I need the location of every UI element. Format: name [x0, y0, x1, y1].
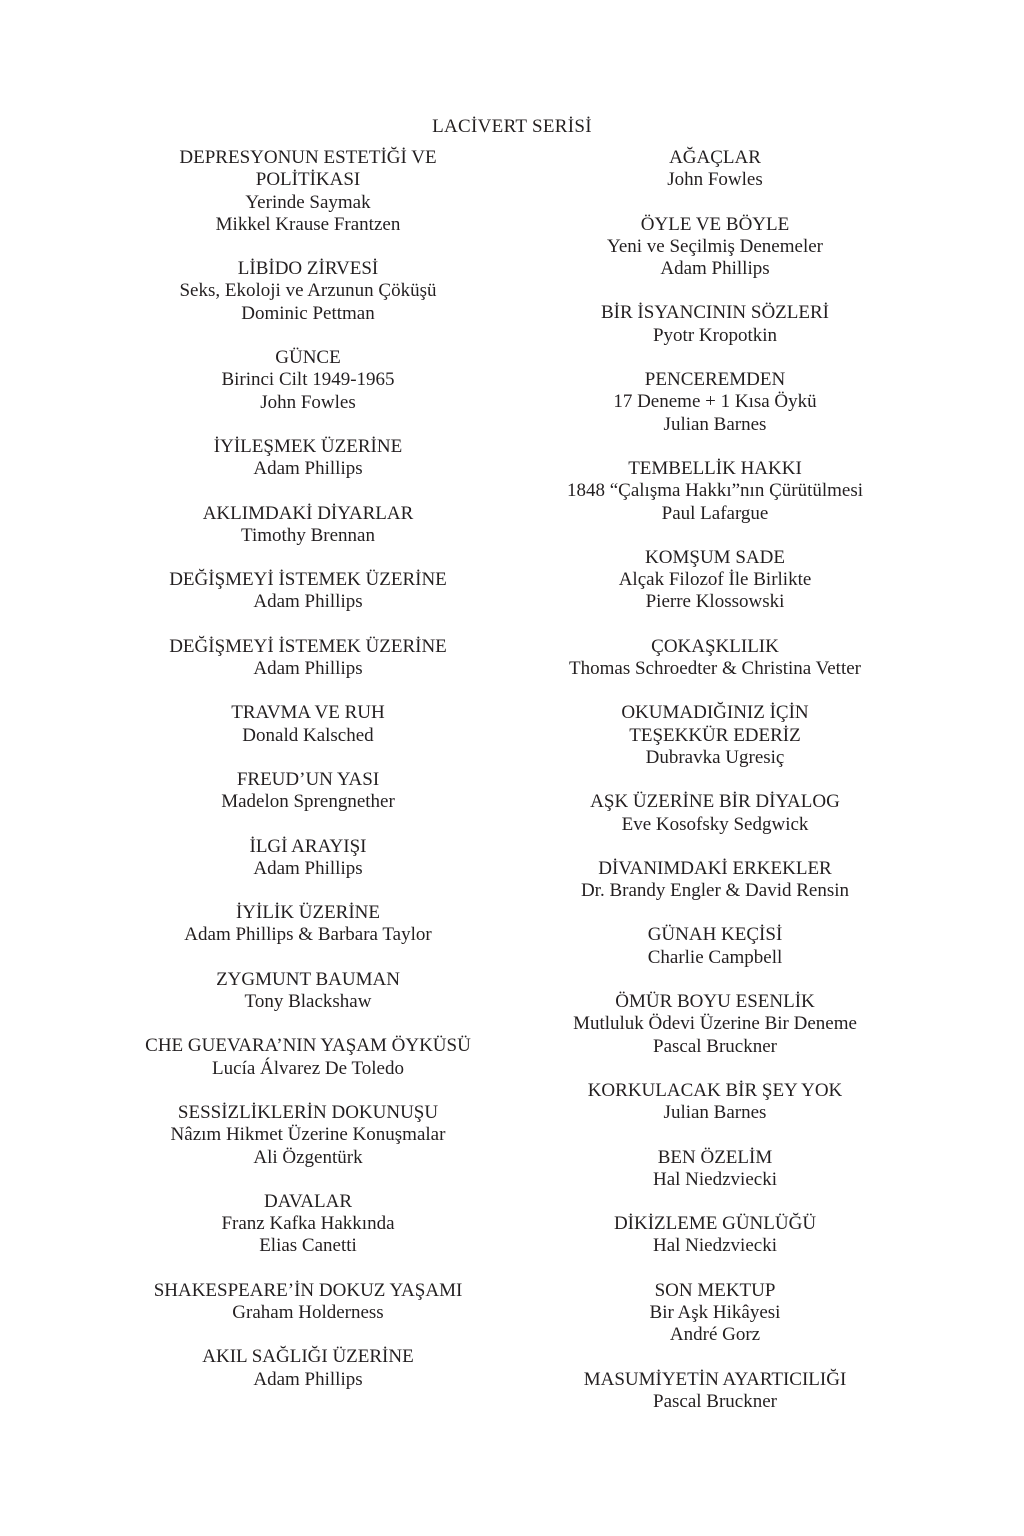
- book-entry-line: Dr. Brandy Engler & David Rensin: [580, 880, 850, 902]
- book-entry-line: Pyotr Kropotkin: [652, 324, 778, 346]
- book-entry-line: İYİLİK ÜZERİNE: [235, 902, 381, 924]
- book-entry: [108, 702, 508, 747]
- book-entry: [515, 858, 915, 903]
- book-entry: [515, 991, 915, 1058]
- book-entry-line: OKUMADIĞINIZ İÇİN: [621, 702, 809, 724]
- book-entry-line: GÜNAH KEÇİSİ: [647, 924, 783, 946]
- book-entry: [515, 791, 915, 836]
- book-entry-line: MASUMİYETİN AYARTICILIĞI: [583, 1368, 847, 1390]
- book-entry-line: DEĞİŞMEYİ İSTEMEK ÜZERİNE: [169, 569, 447, 591]
- book-entry-line: AŞK ÜZERİNE BİR DİYALOG: [590, 791, 840, 813]
- book-entry-line: KORKULACAK BİR ŞEY YOK: [587, 1079, 843, 1101]
- book-entry-line: Graham Holderness: [232, 1301, 384, 1323]
- book-entry-line: BEN ÖZELİM: [657, 1146, 773, 1168]
- book-entry-line: PENCEREMDEN: [644, 369, 786, 391]
- book-entry-line: SHAKESPEARE’İN DOKUZ YAŞAMI: [153, 1279, 463, 1301]
- book-entry-line: André Gorz: [669, 1324, 761, 1346]
- book-entry: [108, 636, 508, 681]
- book-entry-line: GÜNCE: [275, 347, 341, 369]
- book-entry-line: KOMŞUM SADE: [645, 546, 785, 568]
- book-entry: [108, 1280, 508, 1325]
- book-entry-line: Julian Barnes: [663, 413, 767, 435]
- book-entry-line: Dubravka Ugresiç: [645, 746, 785, 768]
- book-entry-line: Pascal Bruckner: [653, 1035, 777, 1057]
- book-entry-line: ÇOKAŞKLILIK: [651, 635, 779, 657]
- book-entry-line: Donald Kalsched: [242, 724, 374, 746]
- book-entry-line: SON MEKTUP: [654, 1279, 776, 1301]
- book-entry-line: FREUD’UN YASI: [236, 768, 380, 790]
- book-entry: [515, 1280, 915, 1347]
- book-entry-line: TEŞEKKÜR EDERİZ: [629, 724, 801, 746]
- book-entry-line: DEPRESYONUN ESTETİĞİ VE: [179, 147, 437, 168]
- book-entry-line: 17 Deneme + 1 Kısa Öykü: [613, 391, 817, 413]
- book-entry-line: 1848 “Çalışma Hakkı”nın Çürütülmesi: [566, 480, 864, 502]
- book-entry-line: Seks, Ekoloji ve Arzunun Çöküşü: [179, 280, 437, 302]
- book-entry: [108, 258, 508, 325]
- book-entry-line: Adam Phillips & Barbara Taylor: [184, 924, 432, 946]
- book-entry-line: Nâzım Hikmet Üzerine Konuşmalar: [170, 1124, 446, 1146]
- book-entry-line: SESSİZLİKLERİN DOKUNUŞU: [177, 1101, 439, 1123]
- book-entry-line: POLİTİKASI: [255, 169, 361, 191]
- left-column: [108, 147, 508, 1413]
- book-entry-line: John Fowles: [667, 169, 763, 191]
- book-entry-line: Elias Canetti: [259, 1235, 357, 1257]
- book-entry-line: Adam Phillips: [253, 658, 363, 680]
- book-entry: [108, 969, 508, 1014]
- book-entry-line: TRAVMA VE RUH: [231, 702, 385, 724]
- book-entry: [515, 547, 915, 614]
- book-entry-line: DAVALAR: [264, 1190, 352, 1212]
- book-entry-line: Pascal Bruckner: [653, 1390, 777, 1412]
- book-entry: [108, 1191, 508, 1258]
- book-entry-line: Adam Phillips: [253, 1368, 363, 1390]
- book-entry-line: Adam Phillips: [660, 258, 770, 280]
- book-entry-line: Yeni ve Seçilmiş Denemeler: [607, 235, 823, 257]
- book-entry-line: Franz Kafka Hakkında: [221, 1213, 395, 1235]
- book-entry-line: Ali Özgentürk: [253, 1146, 363, 1168]
- book-entry: [515, 214, 915, 281]
- book-entry: [108, 503, 508, 548]
- book-entry-line: DİVANIMDAKİ ERKEKLER: [598, 857, 832, 879]
- book-entry-line: Thomas Schroedter & Christina Vetter: [569, 658, 861, 680]
- book-entry: [515, 1080, 915, 1125]
- book-entry: [515, 302, 915, 347]
- book-entry: [515, 702, 915, 769]
- book-entry: [515, 1369, 915, 1414]
- book-entry-line: Mutluluk Ödevi Üzerine Bir Deneme: [573, 1013, 857, 1035]
- book-entry-line: Adam Phillips: [253, 458, 363, 480]
- book-entry: [108, 769, 508, 814]
- book-entry-line: DİKİZLEME GÜNLÜĞÜ: [613, 1213, 817, 1235]
- book-entry-line: İYİLEŞMEK ÜZERİNE: [213, 435, 403, 457]
- book-entry-line: İLGİ ARAYIŞI: [249, 835, 367, 857]
- book-entry-line: Yerinde Saymak: [245, 191, 371, 213]
- book-entry: [108, 836, 508, 881]
- book-entry: [515, 1147, 915, 1192]
- book-entry-line: ÖMÜR BOYU ESENLİK: [615, 991, 815, 1013]
- book-entry: [108, 347, 508, 414]
- right-column: [515, 147, 915, 1435]
- book-entry: [108, 436, 508, 481]
- book-entry-line: Hal Niedzviecki: [653, 1235, 777, 1257]
- book-entry-line: Julian Barnes: [663, 1102, 767, 1124]
- book-entry-line: Charlie Campbell: [647, 946, 783, 968]
- book-entry-line: AKLIMDAKİ DİYARLAR: [202, 502, 414, 524]
- book-entry: [515, 458, 915, 525]
- book-entry-line: AKIL SAĞLIĞI ÜZERİNE: [202, 1346, 414, 1368]
- book-entry-line: Timothy Brennan: [241, 524, 375, 546]
- book-entry-line: Pierre Klossowski: [645, 591, 785, 613]
- book-entry: [515, 369, 915, 436]
- book-entry: [515, 924, 915, 969]
- book-entry-line: Lucía Álvarez De Toledo: [212, 1057, 404, 1079]
- book-entry-line: Bir Aşk Hikâyesi: [649, 1301, 781, 1323]
- series-title: LACİVERT SERİSİ: [432, 116, 592, 137]
- book-entry-line: CHE GUEVARA’NIN YAŞAM ÖYKÜSÜ: [145, 1035, 471, 1057]
- book-entry: [108, 1035, 508, 1080]
- book-entry-line: Mikkel Krause Frantzen: [215, 213, 401, 235]
- book-entry-line: ÖYLE VE BÖYLE: [640, 213, 790, 235]
- book-entry: [108, 902, 508, 947]
- book-entry-line: LİBİDO ZİRVESİ: [237, 258, 379, 280]
- book-entry-line: Madelon Sprengnether: [221, 791, 395, 813]
- book-entry-line: AĞAÇLAR: [669, 147, 761, 168]
- book-entry-line: Hal Niedzviecki: [653, 1168, 777, 1190]
- book-entry-line: Eve Kosofsky Sedgwick: [621, 813, 809, 835]
- book-entry-line: BİR İSYANCININ SÖZLERİ: [601, 302, 829, 324]
- book-entry: [515, 636, 915, 681]
- book-entry: [515, 1213, 915, 1258]
- book-entry: [108, 569, 508, 614]
- book-entry-line: TEMBELLİK HAKKI: [628, 457, 802, 479]
- book-entry-line: Dominic Pettman: [241, 302, 375, 324]
- book-entry-line: Paul Lafargue: [661, 502, 769, 524]
- book-entry: [108, 1346, 508, 1391]
- book-entry-line: DEĞİŞMEYİ İSTEMEK ÜZERİNE: [169, 635, 447, 657]
- book-entry: [515, 147, 915, 192]
- book-entry-line: Adam Phillips: [253, 857, 363, 879]
- book-entry-line: ZYGMUNT BAUMAN: [216, 968, 400, 990]
- book-entry-line: Adam Phillips: [253, 591, 363, 613]
- book-entry: [108, 1102, 508, 1169]
- book-entry-line: John Fowles: [260, 391, 356, 413]
- book-entry-line: Alçak Filozof İle Birlikte: [618, 569, 812, 591]
- book-entry-line: Birinci Cilt 1949-1965: [221, 369, 395, 391]
- book-entry-line: Tony Blackshaw: [244, 991, 372, 1013]
- book-entry: [108, 147, 508, 236]
